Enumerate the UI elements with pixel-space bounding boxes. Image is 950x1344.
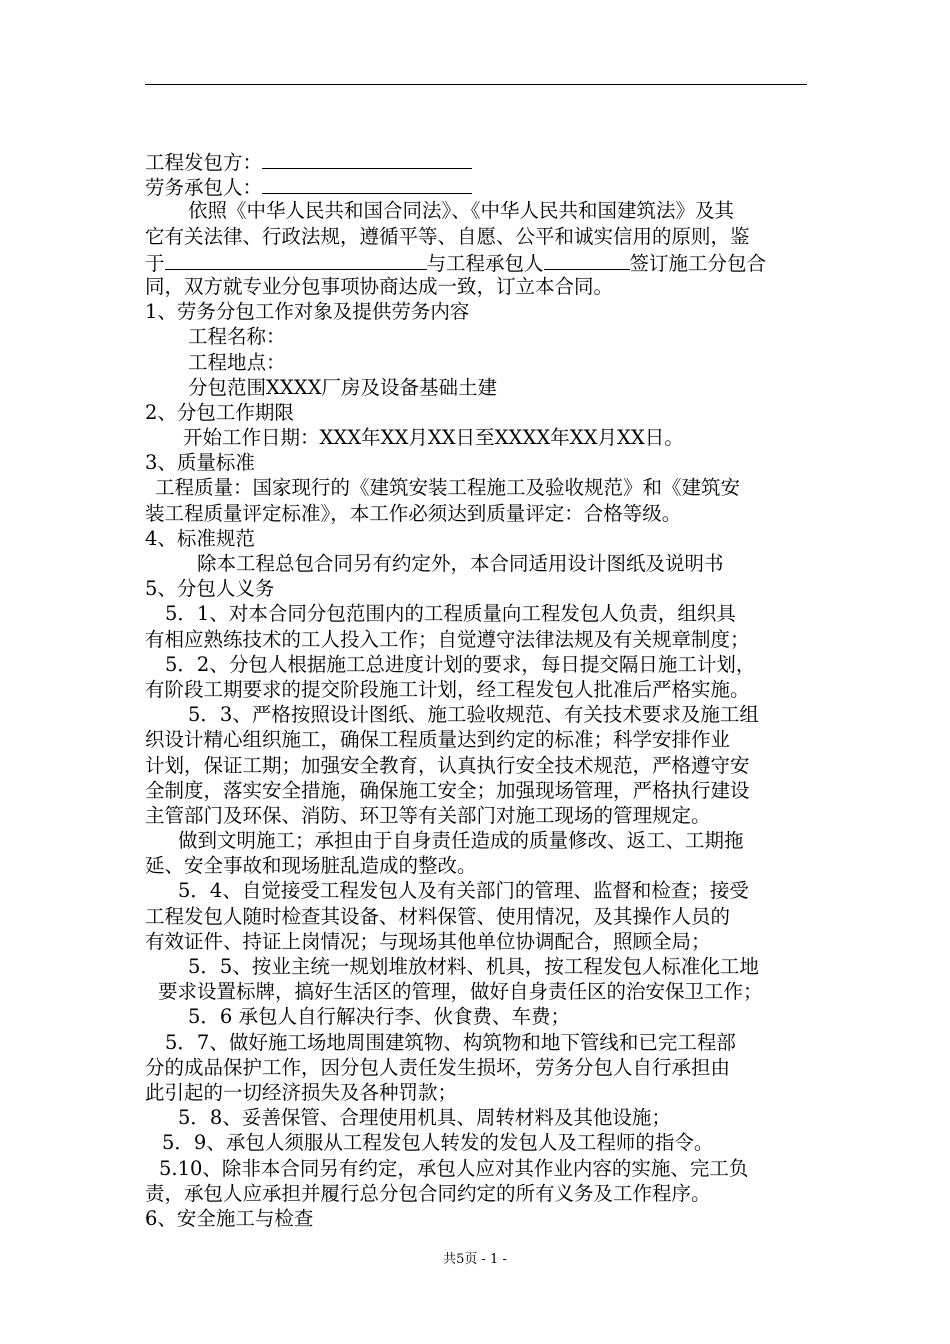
contract-body (145, 148, 817, 1231)
text-line: 有效证件、持证上岗情况；与现场其他单位协调配合，照顾全局； (145, 929, 711, 953)
header-rule (145, 84, 807, 85)
text-line: 5．2、分包人根据施工总进度计划的要求，每日提交隔日施工计划， (165, 652, 756, 676)
line-parties (145, 249, 817, 274)
text-line: 工程发包人随时检查其设备、材料保管、使用情况，及其操作人员的 (145, 904, 731, 928)
text-line: 同，双方就专业分包事项协商达成一致，订立本合同。 (145, 274, 614, 298)
text-line: 工程名称： (188, 325, 286, 349)
contractor-label: 劳务承包人： (145, 176, 263, 200)
section-heading: 1、劳务分包工作对象及提供劳务内容 (145, 300, 470, 324)
text-fragment: 签订施工分包合 (629, 251, 767, 275)
text-line: 5．6 承包人自行解决行李、伙食费、车费； (188, 1005, 571, 1029)
line-employer (145, 148, 817, 173)
text-line: 装工程质量评定标准》，本工作必须达到质量评定：合格等级。 (145, 501, 682, 525)
text-line: 计划，保证工期；加强安全教育，认真执行安全技术规范，严格遵守安 (145, 753, 750, 777)
text-fragment: 于 (145, 251, 165, 275)
text-line: 有阶段工期要求的提交阶段施工计划，经工程发包人批准后严格实施。 (145, 677, 750, 701)
text-line: 责，承包人应承担并履行总分包合同约定的所有义务及工作程序。 (145, 1181, 711, 1205)
text-line: 除本工程总包合同另有约定外，本合同适用设计图纸及说明书 (197, 552, 724, 575)
text-line: 有相应熟练技术的工人投入工作；自觉遵守法律法规及有关规章制度； (145, 627, 750, 651)
text-line: 织设计精心组织施工，确保工程质量达到约定的标准；科学安排作业 (145, 728, 731, 752)
section-heading: 4、标准规范 (145, 526, 255, 550)
text-line: 此引起的一切经济损失及各种罚款； (145, 1080, 458, 1104)
text-line: 全制度，落实安全措施，确保施工安全；加强现场管理，严格执行建设 (145, 778, 750, 802)
section-heading: 6、安全施工与检查 (145, 1206, 314, 1230)
employer-label: 工程发包方： (145, 151, 263, 174)
text-line: 5．4、自觉接受工程发包人及有关部门的管理、监督和检查；接受 (178, 879, 749, 903)
party-blank-1 (165, 249, 427, 270)
text-line: 5．9、承包人须服从工程发包人转发的发包人及工程师的指令。 (162, 1131, 714, 1155)
text-line: 它有关法律、行政法规，遵循平等、自愿、公平和诚实信用的原则，鉴 (145, 224, 750, 248)
text-line: 工程质量：国家现行的《建筑安装工程施工及验收规范》和《建筑安 (155, 476, 741, 500)
text-line: 5.10、除非本合同另有约定，承包人应对其作业内容的实施、完工负 (159, 1156, 749, 1180)
text-line: 要求设置标牌，搞好生活区的管理，做好自身责任区的治安保卫工作； (158, 980, 763, 1004)
employer-blank (262, 148, 472, 169)
text-line: 5．5、按业主统一规划堆放材料、机具，按工程发包人标准化工地 (188, 955, 759, 978)
section-heading: 3、质量标准 (145, 451, 255, 475)
text-line: 主管部门及环保、消防、环卫等有关部门对施工现场的管理规定。 (145, 803, 711, 827)
text-line: 延、安全事故和现场脏乱造成的整改。 (145, 854, 477, 878)
contractor-blank (262, 173, 472, 194)
party-blank-2 (544, 249, 630, 270)
text-line: 做到文明施工；承担由于自身责任造成的质量修改、返工、工期拖 (178, 829, 744, 853)
text-line: 依照《中华人民共和国合同法》、《中华人民共和国建筑法》及其 (188, 199, 735, 223)
text-line: 工程地点： (188, 350, 286, 374)
page-footer: 共5页 - 1 - (443, 1252, 507, 1267)
text-line: 开始工作日期：XXX年XX月XX日至XXXX年XX月XX日。 (183, 426, 684, 450)
section-heading: 5、分包人义务 (145, 577, 275, 601)
line-contractor (145, 173, 817, 198)
text-line: 5．8、妥善保管、合理使用机具、周转材料及其他设施； (178, 1106, 671, 1130)
text-line: 分包范围XXXX厂房及设备基础土建 (188, 375, 498, 399)
text-fragment: 与工程承包人 (426, 251, 544, 275)
text-line: 5．7、做好施工场地周围建筑物、构筑物和地下管线和已完工程部 (165, 1030, 736, 1054)
text-line: 5．1、对本合同分包范围内的工程质量向工程发包人负责，组织具 (165, 602, 736, 626)
text-line: 分的成品保护工作，因分包人责任发生损坏，劳务分包人自行承担由 (145, 1055, 731, 1079)
text-line: 5．3、严格按照设计图纸、施工验收规范、有关技术要求及施工组 (188, 703, 759, 727)
section-heading: 2、分包工作期限 (145, 400, 294, 424)
